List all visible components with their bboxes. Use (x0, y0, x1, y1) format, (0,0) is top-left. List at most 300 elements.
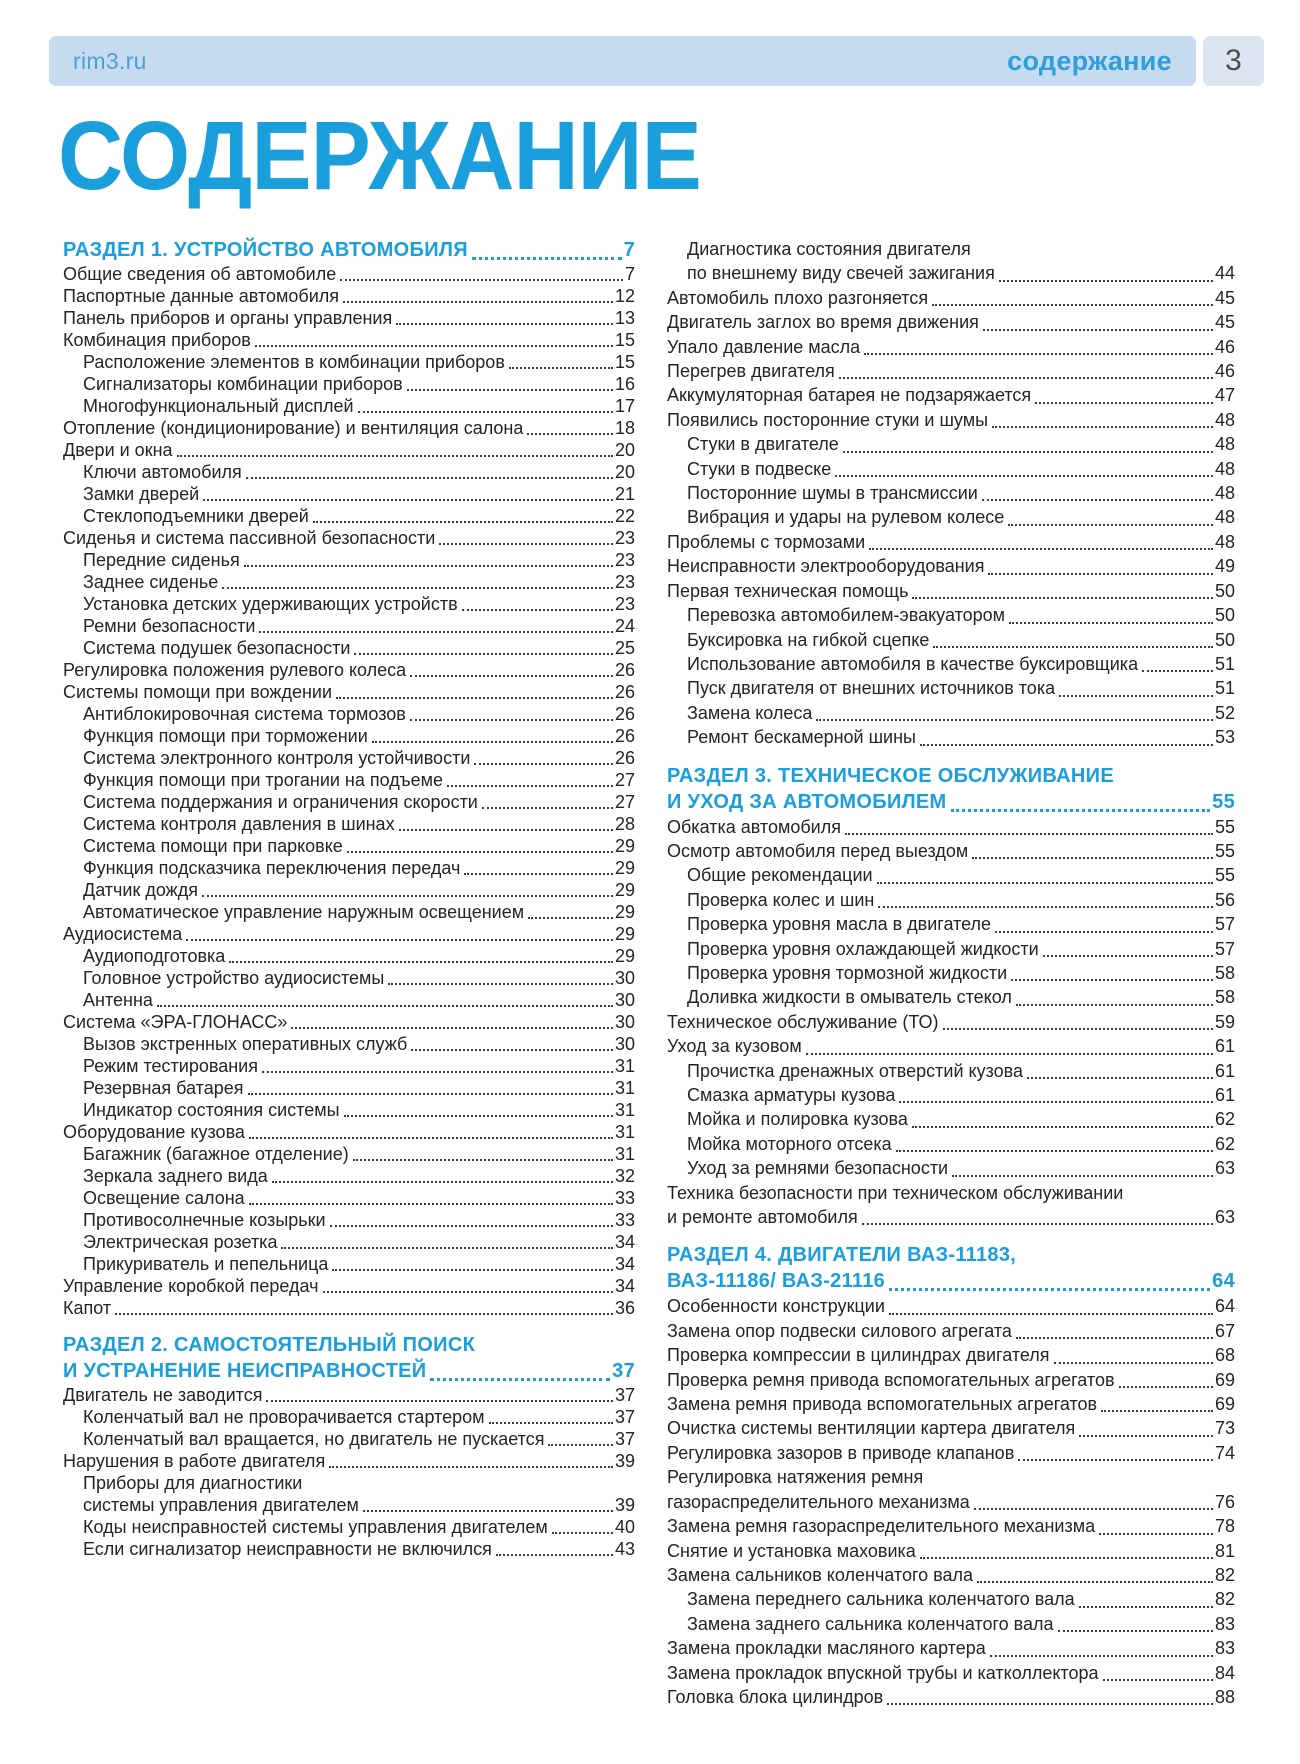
toc-page-number: 30 (614, 1012, 635, 1032)
toc-entry-title: Нарушения в работе двигателя (63, 1451, 326, 1471)
toc-entry (667, 237, 1235, 261)
dotted-leader (472, 257, 622, 260)
dotted-leader (943, 1028, 1213, 1030)
toc-entry-title: Система контроля давления в шинах (83, 814, 395, 834)
toc-entry (667, 1441, 1235, 1465)
toc-entry (667, 1294, 1235, 1318)
dotted-leader (509, 367, 613, 369)
dotted-leader (1009, 622, 1213, 624)
toc-section-heading (667, 763, 1235, 789)
toc-page-number: 61 (1214, 1085, 1235, 1105)
toc-entry-title: Панель приборов и органы управления (63, 308, 393, 328)
toc-entry-title: Стеклоподъемники дверей (83, 506, 309, 526)
dotted-leader (839, 377, 1213, 379)
dotted-leader (411, 1049, 613, 1051)
toc-entry (63, 901, 635, 923)
dotted-leader (1035, 402, 1213, 404)
toc-entry-title: Передние сиденья (83, 550, 240, 570)
toc-entry-title: Оборудование кузова (63, 1122, 245, 1142)
toc-entry-title: Использование автомобиля в качестве буксировщика (687, 653, 1139, 674)
toc-page-number: 29 (614, 836, 635, 856)
dotted-leader (330, 1225, 613, 1227)
toc-page-number: 15 (614, 352, 635, 372)
toc-page-number: 63 (1214, 1158, 1235, 1179)
toc-page-number: 37 (612, 1360, 635, 1382)
toc-entry (63, 549, 635, 571)
toc-entry-title: Доливка жидкости в омыватель стекол (687, 987, 1012, 1008)
toc-page-number: 55 (1214, 816, 1235, 837)
toc-entry-title: РАЗДЕЛ 3. ТЕХНИЧЕСКОЕ ОБСЛУЖИВАНИЕ (667, 764, 1114, 787)
dotted-leader (1079, 1435, 1213, 1437)
toc-entry (63, 1143, 635, 1165)
toc-entry-title: Регулировка натяжения ремня (667, 1467, 924, 1488)
toc-entry-title: Проблемы с тормозами (667, 531, 866, 552)
toc-page-number: 76 (1214, 1491, 1235, 1512)
toc-entry (667, 1661, 1235, 1685)
toc-entry (667, 815, 1235, 839)
dotted-leader (887, 1703, 1213, 1705)
dotted-leader (974, 1508, 1213, 1510)
toc-entry (667, 1343, 1235, 1367)
dotted-leader (347, 851, 613, 853)
toc-entry (63, 989, 635, 1011)
toc-entry-title: Проверка компрессии в цилиндрах двигателя (667, 1345, 1050, 1366)
toc-page-number: 83 (1214, 1638, 1235, 1659)
toc-entry-title: Автомобиль плохо разгоняется (667, 287, 929, 308)
dotted-leader (933, 646, 1213, 648)
toc-entry (63, 769, 635, 791)
toc-entry-title: Проверка колес и шин (687, 889, 875, 910)
dotted-leader (1101, 1410, 1213, 1412)
toc-page-number: 22 (614, 506, 635, 526)
dotted-leader (899, 1101, 1213, 1103)
dotted-leader (889, 1313, 1213, 1315)
dotted-leader (259, 631, 613, 633)
toc-page-number: 16 (614, 374, 635, 394)
dotted-leader (1079, 1606, 1213, 1608)
toc-entry-title: Смазка арматуры кузова (687, 1085, 896, 1105)
toc-entry (63, 923, 635, 945)
dotted-leader (262, 1071, 613, 1073)
toc-entry-title: Мойка моторного отсека (687, 1133, 892, 1154)
toc-entry-title: Двигатель заглох во время движения (667, 312, 979, 333)
dotted-leader (354, 653, 612, 655)
toc-entry-title: Отопление (кондиционирование) и вентиляция салона (63, 418, 524, 438)
toc-page-number: 82 (1214, 1564, 1235, 1585)
toc-entry-title: Сиденья и система пассивной безопасности (63, 528, 436, 548)
toc-entry (63, 1275, 635, 1297)
toc-page-number: 62 (1214, 1109, 1235, 1130)
toc-entry (63, 1494, 635, 1516)
toc-entry (63, 593, 635, 615)
dotted-leader (952, 1175, 1213, 1177)
dotted-leader (982, 499, 1213, 501)
toc-page-number: 55 (1214, 865, 1235, 886)
toc-entry (63, 1231, 635, 1253)
dotted-leader (816, 719, 1213, 721)
toc-page-number: 57 (1214, 914, 1235, 935)
toc-entry-title: Ключи автомобиля (83, 462, 242, 482)
toc-entry-title: Ремни безопасности (83, 616, 256, 636)
toc-entry-title: РАЗДЕЛ 2. САМОСТОЯТЕЛЬНЫЙ ПОИСК (63, 1334, 476, 1356)
dotted-leader (878, 906, 1213, 908)
toc-page-number: 46 (1214, 336, 1235, 357)
toc-entry-title: Осмотр автомобиля перед выездом (667, 840, 969, 861)
toc-entry-title: ВАЗ-11186/ ВАЗ-21116 (667, 1270, 886, 1293)
toc-entry (63, 681, 635, 703)
toc-entry-title: Регулировка зазоров в приводе клапанов (667, 1442, 1015, 1463)
dotted-leader (496, 1554, 613, 1556)
toc-entry-title: Антенна (83, 990, 153, 1010)
toc-page-number: 58 (1214, 962, 1235, 983)
dotted-leader (843, 451, 1213, 453)
toc-entry (667, 1083, 1235, 1107)
toc-page-number: 51 (1214, 678, 1235, 699)
dotted-leader (157, 1005, 613, 1007)
toc-entry (667, 310, 1235, 334)
toc-page-number: 52 (1214, 702, 1235, 723)
toc-entry-title: Ремонт бескамерной шины (687, 727, 916, 748)
toc-entry-title: Аккумуляторная батарея не подзаряжается (667, 385, 1032, 406)
dotted-leader (1016, 1337, 1213, 1339)
dotted-leader (388, 983, 613, 985)
toc-column-right (667, 237, 1235, 1709)
toc-page-number: 64 (1214, 1296, 1235, 1317)
toc-entry-title: Замена ремня газораспределительного механизма (667, 1516, 1096, 1537)
toc-entry (63, 835, 635, 857)
toc-entry (667, 985, 1235, 1009)
dotted-leader (845, 833, 1213, 835)
toc-entry-title: Режим тестирования (83, 1056, 258, 1076)
toc-entry (63, 1406, 635, 1428)
toc-page-number: 31 (614, 1122, 635, 1142)
toc-entry (667, 505, 1235, 529)
dotted-leader (992, 426, 1213, 428)
dotted-leader (977, 1581, 1213, 1583)
toc-entry (667, 937, 1235, 961)
toc-entry-title: Аудиоподготовка (83, 946, 226, 966)
dotted-leader (548, 1444, 613, 1446)
toc-entry-title: Управление коробкой передач (63, 1276, 319, 1296)
toc-entry-title: Капот (63, 1298, 112, 1318)
toc-entry-title: Общие рекомендации (687, 865, 873, 886)
dotted-leader (896, 1150, 1213, 1152)
toc-entry-title: Посторонние шумы в трансмиссии (687, 483, 978, 504)
toc-page-number: 23 (614, 550, 635, 570)
toc-entry-title: Система поддержания и ограничения скорости (83, 792, 478, 812)
toc-entry (667, 1034, 1235, 1058)
toc-entry (63, 1099, 635, 1121)
dotted-leader (272, 1181, 613, 1183)
toc-entry-title: Коды неисправностей системы управления двигателем (83, 1517, 548, 1537)
toc-entry (63, 791, 635, 813)
toc-entry (63, 1077, 635, 1099)
toc-entry (63, 505, 635, 527)
toc-page-number: 48 (1214, 531, 1235, 552)
dotted-leader (862, 1223, 1213, 1225)
header-section-label: содержание (1007, 45, 1172, 76)
toc-page-number: 36 (614, 1298, 635, 1318)
toc-entry-title: Датчик дождя (83, 880, 198, 900)
toc-entry-title: Багажник (багажное отделение) (83, 1144, 349, 1164)
toc-entry-title: Освещение салона (83, 1188, 245, 1208)
toc-entry (63, 1209, 635, 1231)
dotted-leader (951, 809, 1211, 812)
toc-page-number: 18 (614, 418, 635, 438)
dotted-leader (912, 1126, 1213, 1128)
toc-page-number: 57 (1214, 938, 1235, 959)
toc-entry (63, 527, 635, 549)
toc-entry-title: Замена опор подвески силового агрегата (667, 1320, 1012, 1341)
toc-entry (667, 1539, 1235, 1563)
toc-entry (63, 1450, 635, 1472)
dotted-leader (920, 744, 1213, 746)
toc-page-number: 45 (1214, 312, 1235, 333)
dotted-leader (340, 279, 623, 281)
toc-entry-title: Головное устройство аудиосистемы (83, 968, 385, 988)
toc-entry-title: Особенности конструкции (667, 1296, 885, 1317)
toc-entry-title: Противосолнечные козырьки (83, 1210, 326, 1230)
toc-entry (667, 839, 1235, 863)
toc-entry (667, 1107, 1235, 1131)
toc-entry-title: Замки дверей (83, 484, 200, 504)
toc-page-number: 34 (614, 1276, 635, 1296)
toc-page-number: 29 (614, 858, 635, 878)
toc-entry-title: Буксировка на гибкой сцепке (687, 629, 930, 650)
toc-page-number: 48 (1214, 434, 1235, 455)
dotted-leader (474, 763, 613, 765)
dotted-leader (344, 1115, 613, 1117)
toc-entry-title: по внешнему виду свечей зажигания (687, 263, 995, 284)
dotted-leader (1011, 979, 1213, 981)
toc-entry (63, 439, 635, 461)
toc-entry-title: Мойка и полировка кузова (687, 1109, 908, 1130)
toc-entry (63, 1165, 635, 1187)
toc-page-number: 27 (614, 792, 635, 812)
dotted-leader (177, 455, 613, 457)
toc-entry (63, 1055, 635, 1077)
toc-entry (667, 1636, 1235, 1660)
toc-entry-title: Замена переднего сальника коленчатого вала (687, 1589, 1075, 1610)
dotted-leader (229, 961, 613, 963)
toc-entry-title: Пуск двигателя от внешних источников тока (687, 678, 1056, 699)
toc-entry (667, 359, 1235, 383)
dotted-leader (399, 829, 613, 831)
dotted-leader (203, 499, 613, 501)
toc-entry-title: и ремонте автомобиля (667, 1207, 858, 1228)
dotted-leader (410, 675, 613, 677)
page-number-badge (1203, 36, 1264, 86)
toc-entry (63, 1187, 635, 1209)
toc-entry-title: Замена сальников коленчатого вала (667, 1564, 974, 1585)
toc-entry (667, 1685, 1235, 1709)
toc-entry (63, 1121, 635, 1143)
dotted-leader (482, 807, 613, 809)
toc-entry (63, 1472, 635, 1494)
toc-page-number: 20 (614, 440, 635, 460)
toc-entry-title: Проверка ремня привода вспомогательных агрегатов (667, 1369, 1115, 1390)
toc-entry-title: Двери и окна (63, 440, 173, 460)
toc-page-number: 50 (1214, 580, 1235, 601)
toc-page-number: 15 (614, 330, 635, 350)
dotted-leader (552, 1532, 613, 1534)
dotted-leader (291, 1027, 613, 1029)
toc-page-number: 32 (614, 1166, 635, 1186)
toc-entry-title: Замена ремня привода вспомогательных агрегатов (667, 1394, 1098, 1415)
toc-entry-title: Уход за ремнями безопасности (687, 1158, 949, 1179)
toc-entry (667, 457, 1235, 481)
toc-entry (63, 637, 635, 659)
toc-entry (667, 912, 1235, 936)
toc-entry (667, 383, 1235, 407)
toc-entry (667, 1181, 1235, 1205)
toc-entry-title: Перегрев двигателя (667, 361, 835, 382)
toc-entry (667, 1392, 1235, 1416)
toc-entry (63, 483, 635, 505)
toc-entry-title: Диагностика состояния двигателя (687, 239, 971, 259)
toc-entry-title: Общие сведения об автомобиле (63, 264, 337, 284)
toc-page-number: 58 (1214, 987, 1235, 1008)
dotted-leader (430, 1378, 610, 1381)
toc-entry (63, 659, 635, 681)
toc-entry-title: Электрическая розетка (83, 1232, 278, 1252)
toc-page-number: 83 (1214, 1613, 1235, 1634)
toc-entry (667, 603, 1235, 627)
dotted-leader (336, 697, 613, 699)
toc-entry-title: Функция помощи при торможении (83, 726, 368, 746)
toc-page-number: 43 (614, 1539, 635, 1559)
toc-entry-title: Замена заднего сальника коленчатого вала (687, 1613, 1054, 1634)
dotted-leader (528, 917, 613, 919)
dotted-leader (932, 304, 1213, 306)
toc-entry-title: Проверка уровня масла в двигателе (687, 914, 992, 935)
toc-entry (63, 461, 635, 483)
toc-entry (63, 1253, 635, 1275)
dotted-leader (877, 882, 1213, 884)
toc-page-number: 26 (614, 748, 635, 768)
toc-page-number: 84 (1214, 1662, 1235, 1683)
toc-entry-title: Прочистка дренажных отверстий кузова (687, 1060, 1024, 1081)
toc-page-number: 23 (614, 572, 635, 592)
dotted-leader (1016, 1004, 1213, 1006)
toc-entry-title: Индикатор состояния системы (83, 1100, 340, 1120)
toc-entry-title: Заднее сиденье (83, 572, 219, 592)
dotted-leader (329, 1466, 613, 1468)
toc-entry (667, 481, 1235, 505)
toc-entry-title: Автоматическое управление наружным освещением (83, 902, 525, 922)
toc-entry (667, 1416, 1235, 1440)
toc-page-number: 48 (1214, 483, 1235, 504)
dotted-leader (1008, 524, 1213, 526)
toc-page-number: 48 (1214, 409, 1235, 430)
toc-entry (667, 676, 1235, 700)
toc-page-number: 55 (1212, 790, 1235, 813)
toc-entry (63, 879, 635, 901)
toc-entry-title: системы управления двигателем (83, 1495, 359, 1515)
toc-entry-title: Снятие и установка маховика (667, 1540, 916, 1561)
toc-entry (63, 417, 635, 439)
toc-page-number: 46 (1214, 361, 1235, 382)
toc-entry (667, 1368, 1235, 1392)
toc-entry (667, 554, 1235, 578)
dotted-leader (990, 1655, 1213, 1657)
toc-page-number: 28 (614, 814, 635, 834)
dotted-leader (1099, 1533, 1213, 1535)
toc-page-number: 30 (614, 1034, 635, 1054)
dotted-leader (313, 521, 613, 523)
dotted-leader (363, 1510, 613, 1512)
toc-entry (667, 286, 1235, 310)
toc-entry (63, 857, 635, 879)
toc-entry (63, 725, 635, 747)
toc-page-number: 49 (1214, 556, 1235, 577)
dotted-leader (1058, 1630, 1213, 1632)
toc-page-number: 48 (1214, 458, 1235, 479)
dotted-leader (332, 1269, 613, 1271)
toc-page-number: 64 (1212, 1270, 1235, 1293)
toc-entry (667, 432, 1235, 456)
toc-page-number: 31 (614, 1078, 635, 1098)
toc-page-number: 44 (1214, 263, 1235, 284)
toc-entry-title: Очистка системы вентиляции картера двигателя (667, 1418, 1076, 1439)
toc-entry (667, 628, 1235, 652)
toc-entry-title: Установка детских удерживающих устройств (83, 594, 458, 614)
dotted-leader (186, 939, 613, 941)
toc-entry (667, 863, 1235, 887)
toc-entry-title: Системы помощи при вождении (63, 682, 333, 702)
toc-entry (667, 1587, 1235, 1611)
dotted-leader (343, 301, 613, 303)
toc-entry-title: Техника безопасности при техническом обслуживании (667, 1182, 1124, 1203)
toc-entry-title: Система электронного контроля устойчивости (83, 748, 471, 768)
toc-page-number: 73 (1214, 1418, 1235, 1439)
toc-page-number: 61 (1214, 1060, 1235, 1081)
toc-section-heading (63, 1358, 635, 1384)
dotted-leader (527, 433, 613, 435)
dotted-leader (489, 1422, 613, 1424)
dotted-leader (249, 1203, 613, 1205)
toc-entry (667, 1563, 1235, 1587)
toc-section-heading (667, 789, 1235, 815)
toc-page-number: 63 (1214, 1207, 1235, 1228)
toc-entry-title: Система подушек безопасности (83, 638, 351, 658)
dotted-leader (266, 1400, 613, 1402)
toc-entry (667, 1156, 1235, 1180)
toc-entry (63, 351, 635, 373)
toc-page-number: 78 (1214, 1516, 1235, 1537)
dotted-leader (1043, 955, 1213, 957)
toc-entry (63, 1428, 635, 1450)
toc-entry-title: Двигатель не заводится (63, 1385, 263, 1405)
toc-entry (667, 408, 1235, 432)
dotted-leader (1018, 1459, 1213, 1461)
toc-section-heading (667, 1268, 1235, 1294)
toc-entry (63, 307, 635, 329)
toc-page-number: 74 (1214, 1442, 1235, 1463)
toc-entry-title: Аудиосистема (63, 924, 183, 944)
toc-entry-title: Стуки в двигателе (687, 434, 839, 455)
toc-entry-title: Вызов экстренных оперативных служб (83, 1034, 408, 1054)
toc-entry (667, 1465, 1235, 1489)
toc-page-number: 34 (614, 1232, 635, 1252)
dotted-leader (246, 477, 613, 479)
toc-entry-title: Проверка уровня тормозной жидкости (687, 962, 1008, 983)
toc-entry (63, 373, 635, 395)
page-number: 3 (1225, 44, 1242, 77)
toc-entry (667, 1205, 1235, 1229)
toc-entry-title: Неисправности электрооборудования (667, 556, 985, 577)
dotted-leader (983, 329, 1213, 331)
